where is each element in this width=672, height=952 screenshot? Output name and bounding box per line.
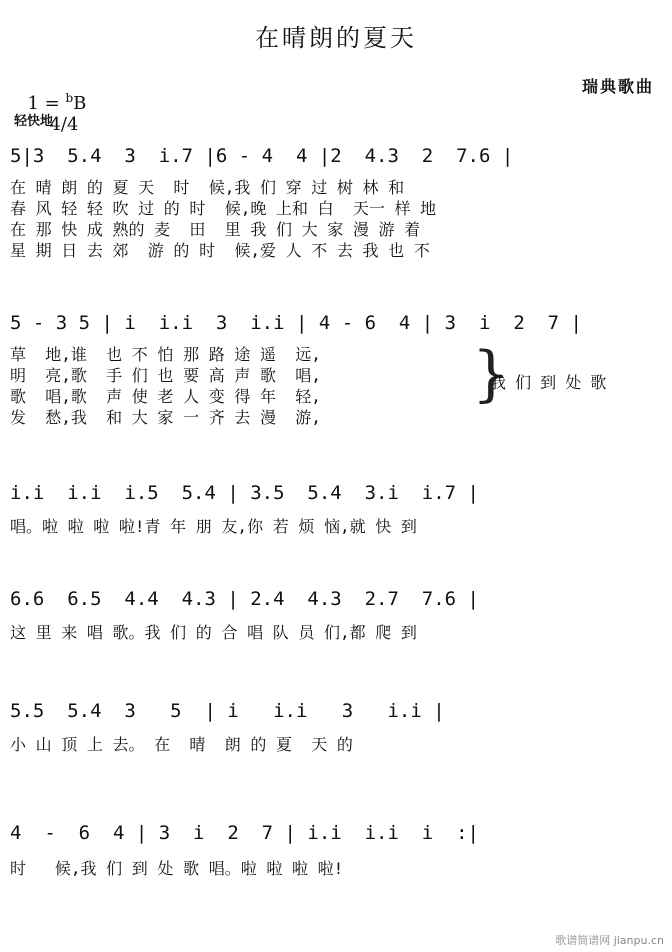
lyric-line: 小 山 顶 上 去。 在 晴 朗 的 夏 天 的 (10, 735, 353, 754)
lyric-line: 发 愁,我 和 大 家 一 齐 去 漫 游, (10, 408, 321, 427)
tempo-marking: 轻快地 (14, 114, 54, 129)
lyric-line: 这 里 来 唱 歌。我 们 的 合 唱 队 员 们,都 爬 到 (10, 623, 417, 642)
refrain-lyric: 我 们 到 处 歌 (490, 373, 609, 392)
time-signature: 4/4 (49, 114, 79, 135)
lyric-line: 春 风 轻 轻 吹 过 的 时 候,晚 上和 白 天一 样 地 (10, 199, 437, 218)
brace-symbol: } (472, 339, 511, 409)
notation-line: i.i i.i i.5 5.4 | 3.5 5.4 3.i i.7 | (10, 482, 479, 504)
song-title: 在晴朗的夏天 (255, 24, 417, 52)
lyric-line: 时 候,我 们 到 处 歌 唱。啦 啦 啦 啦! (10, 859, 344, 878)
lyric-line: 星 期 日 去 郊 游 的 时 候,爱 人 不 去 我 也 不 (10, 241, 430, 260)
notation-line: 5.5 5.4 3 5 | i i.i 3 i.i | (10, 700, 445, 722)
lyric-line: 草 地,谁 也 不 怕 那 路 途 遥 远, (10, 345, 321, 364)
composer-label: 瑞典歌曲 (581, 77, 654, 96)
key-prefix: 1 = (27, 93, 66, 114)
lyric-line: 在 晴 朗 的 夏 天 时 候,我 们 穿 过 树 林 和 (10, 178, 405, 197)
lyric-line: 明 亮,歌 手 们 也 要 高 声 歌 唱, (10, 366, 321, 385)
notation-line: 6.6 6.5 4.4 4.3 | 2.4 4.3 2.7 7.6 | (10, 588, 479, 610)
site-watermark: 歌谱简谱网 jianpu.cn (555, 934, 664, 947)
lyric-line: 唱。啦 啦 啦 啦!青 年 朋 友,你 若 烦 恼,就 快 到 (10, 517, 417, 536)
notation-line: 5|3 5.4 3 i.7 |6 - 4 4 |2 4.3 2 7.6 | (10, 145, 514, 167)
lyric-line: 歌 唱,歌 声 使 老 人 变 得 年 轻, (10, 387, 321, 406)
lyric-line: 在 那 快 成 熟的 麦 田 里 我 们 大 家 漫 游 着 (10, 220, 421, 239)
notation-line: 4 - 6 4 | 3 i 2 7 | i.i i.i i :| (10, 822, 479, 844)
notation-line: 5 - 3 5 | i i.i 3 i.i | 4 - 6 4 | 3 i 2 7 | (10, 312, 582, 334)
flat-symbol: b (65, 91, 74, 105)
key-note: B (73, 93, 87, 114)
